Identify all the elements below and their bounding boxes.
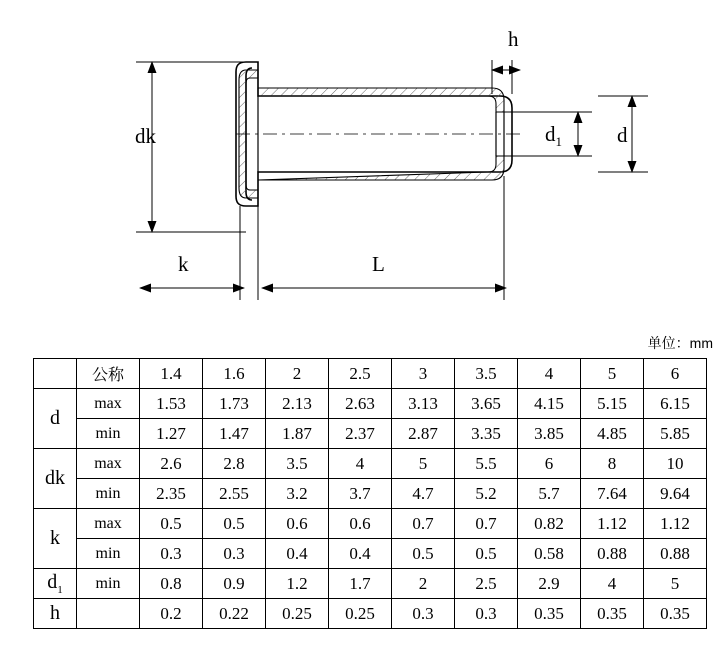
value-cell: 4.15 bbox=[518, 389, 581, 419]
group-label-d1: $d_1$ bbox=[34, 569, 77, 599]
value-cell: 3.2 bbox=[266, 479, 329, 509]
value-cell: 2.87 bbox=[392, 419, 455, 449]
specification-table bbox=[33, 358, 707, 629]
value-cell: 1.87 bbox=[266, 419, 329, 449]
table-row bbox=[34, 449, 707, 479]
value-cell: 0.35 bbox=[644, 599, 707, 629]
value-cell: 6 bbox=[518, 449, 581, 479]
value-cell: 0.4 bbox=[266, 539, 329, 569]
table-row bbox=[34, 419, 707, 449]
label-k: k bbox=[178, 252, 189, 276]
table-row bbox=[34, 509, 707, 539]
table-row bbox=[34, 539, 707, 569]
table-row bbox=[34, 479, 707, 509]
value-cell: 5.85 bbox=[644, 419, 707, 449]
value-cell: 7.64 bbox=[581, 479, 644, 509]
size-header-cell-4: 3 bbox=[392, 359, 455, 389]
value-cell: 4.85 bbox=[581, 419, 644, 449]
table-header-row bbox=[34, 359, 707, 389]
qualifier-cell: min bbox=[77, 569, 140, 599]
size-header-cell-0: 1.4 bbox=[140, 359, 203, 389]
label-dk: dk bbox=[135, 124, 156, 148]
value-cell: 2.55 bbox=[203, 479, 266, 509]
value-cell: 0.88 bbox=[644, 539, 707, 569]
value-cell: 0.2 bbox=[140, 599, 203, 629]
value-cell: 0.5 bbox=[392, 539, 455, 569]
value-cell: 0.3 bbox=[140, 539, 203, 569]
value-cell: 0.3 bbox=[392, 599, 455, 629]
value-cell: 0.9 bbox=[203, 569, 266, 599]
value-cell: 0.25 bbox=[266, 599, 329, 629]
value-cell: 0.5 bbox=[203, 509, 266, 539]
group-label-k: k bbox=[34, 509, 77, 569]
value-cell: 5.5 bbox=[455, 449, 518, 479]
qualifier-cell: min bbox=[77, 479, 140, 509]
value-cell: 0.5 bbox=[455, 539, 518, 569]
value-cell: 0.58 bbox=[518, 539, 581, 569]
qualifier-cell: max bbox=[77, 509, 140, 539]
value-cell: 1.47 bbox=[203, 419, 266, 449]
value-cell: 4.7 bbox=[392, 479, 455, 509]
value-cell: 0.6 bbox=[266, 509, 329, 539]
value-cell: 3.13 bbox=[392, 389, 455, 419]
value-cell: 6.15 bbox=[644, 389, 707, 419]
value-cell: 5.7 bbox=[518, 479, 581, 509]
value-cell: 3.7 bbox=[329, 479, 392, 509]
value-cell: 2.37 bbox=[329, 419, 392, 449]
value-cell: 0.22 bbox=[203, 599, 266, 629]
size-header-cell-8: 6 bbox=[644, 359, 707, 389]
qualifier-cell: max bbox=[77, 449, 140, 479]
value-cell: 2.5 bbox=[455, 569, 518, 599]
size-header-cell-6: 4 bbox=[518, 359, 581, 389]
value-cell: 0.5 bbox=[140, 509, 203, 539]
value-cell: 1.27 bbox=[140, 419, 203, 449]
qualifier-cell bbox=[77, 599, 140, 629]
table-row bbox=[34, 599, 707, 629]
value-cell: 8 bbox=[581, 449, 644, 479]
value-cell: 3.65 bbox=[455, 389, 518, 419]
value-cell: 10 bbox=[644, 449, 707, 479]
value-cell: 1.12 bbox=[581, 509, 644, 539]
qualifier-cell: max bbox=[77, 389, 140, 419]
value-cell: 2.35 bbox=[140, 479, 203, 509]
value-cell: 2.63 bbox=[329, 389, 392, 419]
size-header-cell-2: 2 bbox=[266, 359, 329, 389]
value-cell: 1.73 bbox=[203, 389, 266, 419]
value-cell: 1.2 bbox=[266, 569, 329, 599]
value-cell: 0.88 bbox=[581, 539, 644, 569]
value-cell: 4 bbox=[581, 569, 644, 599]
group-label-h: h bbox=[34, 599, 77, 629]
value-cell: 2.6 bbox=[140, 449, 203, 479]
size-header-cell-1: 1.6 bbox=[203, 359, 266, 389]
unit-note: 单位：mm bbox=[647, 335, 713, 351]
table-row bbox=[34, 569, 707, 599]
table-row bbox=[34, 389, 707, 419]
size-header-cell-3: 2.5 bbox=[329, 359, 392, 389]
table-body bbox=[34, 359, 707, 629]
label-L: L bbox=[372, 252, 385, 276]
label-h: h bbox=[508, 27, 519, 51]
group-label-d: d bbox=[34, 389, 77, 449]
value-cell: 2.8 bbox=[203, 449, 266, 479]
table-corner-cell bbox=[34, 359, 77, 389]
value-cell: 9.64 bbox=[644, 479, 707, 509]
value-cell: 2.9 bbox=[518, 569, 581, 599]
value-cell: 3.85 bbox=[518, 419, 581, 449]
value-cell: 1.12 bbox=[644, 509, 707, 539]
value-cell: 0.7 bbox=[392, 509, 455, 539]
group-label-dk: dk bbox=[34, 449, 77, 509]
value-cell: 0.3 bbox=[203, 539, 266, 569]
value-cell: 2.13 bbox=[266, 389, 329, 419]
value-cell: 0.35 bbox=[518, 599, 581, 629]
value-cell: 3.35 bbox=[455, 419, 518, 449]
value-cell: 1.53 bbox=[140, 389, 203, 419]
value-cell: 4 bbox=[329, 449, 392, 479]
value-cell: 0.3 bbox=[455, 599, 518, 629]
size-header-cell-5: 3.5 bbox=[455, 359, 518, 389]
size-header-cell-7: 5 bbox=[581, 359, 644, 389]
value-cell: 0.4 bbox=[329, 539, 392, 569]
value-cell: 2 bbox=[392, 569, 455, 599]
value-cell: 0.7 bbox=[455, 509, 518, 539]
value-cell: 5.2 bbox=[455, 479, 518, 509]
nominal-header-cell: 公称 bbox=[77, 359, 140, 389]
value-cell: 0.82 bbox=[518, 509, 581, 539]
value-cell: 0.35 bbox=[581, 599, 644, 629]
value-cell: 1.7 bbox=[329, 569, 392, 599]
value-cell: 0.6 bbox=[329, 509, 392, 539]
qualifier-cell: min bbox=[77, 539, 140, 569]
value-cell: 5.15 bbox=[581, 389, 644, 419]
value-cell: 5 bbox=[392, 449, 455, 479]
label-d1: $d_1$ bbox=[545, 122, 562, 150]
value-cell: 0.25 bbox=[329, 599, 392, 629]
value-cell: 0.8 bbox=[140, 569, 203, 599]
value-cell: 3.5 bbox=[266, 449, 329, 479]
label-d: d bbox=[617, 123, 628, 147]
qualifier-cell: min bbox=[77, 419, 140, 449]
value-cell: 5 bbox=[644, 569, 707, 599]
